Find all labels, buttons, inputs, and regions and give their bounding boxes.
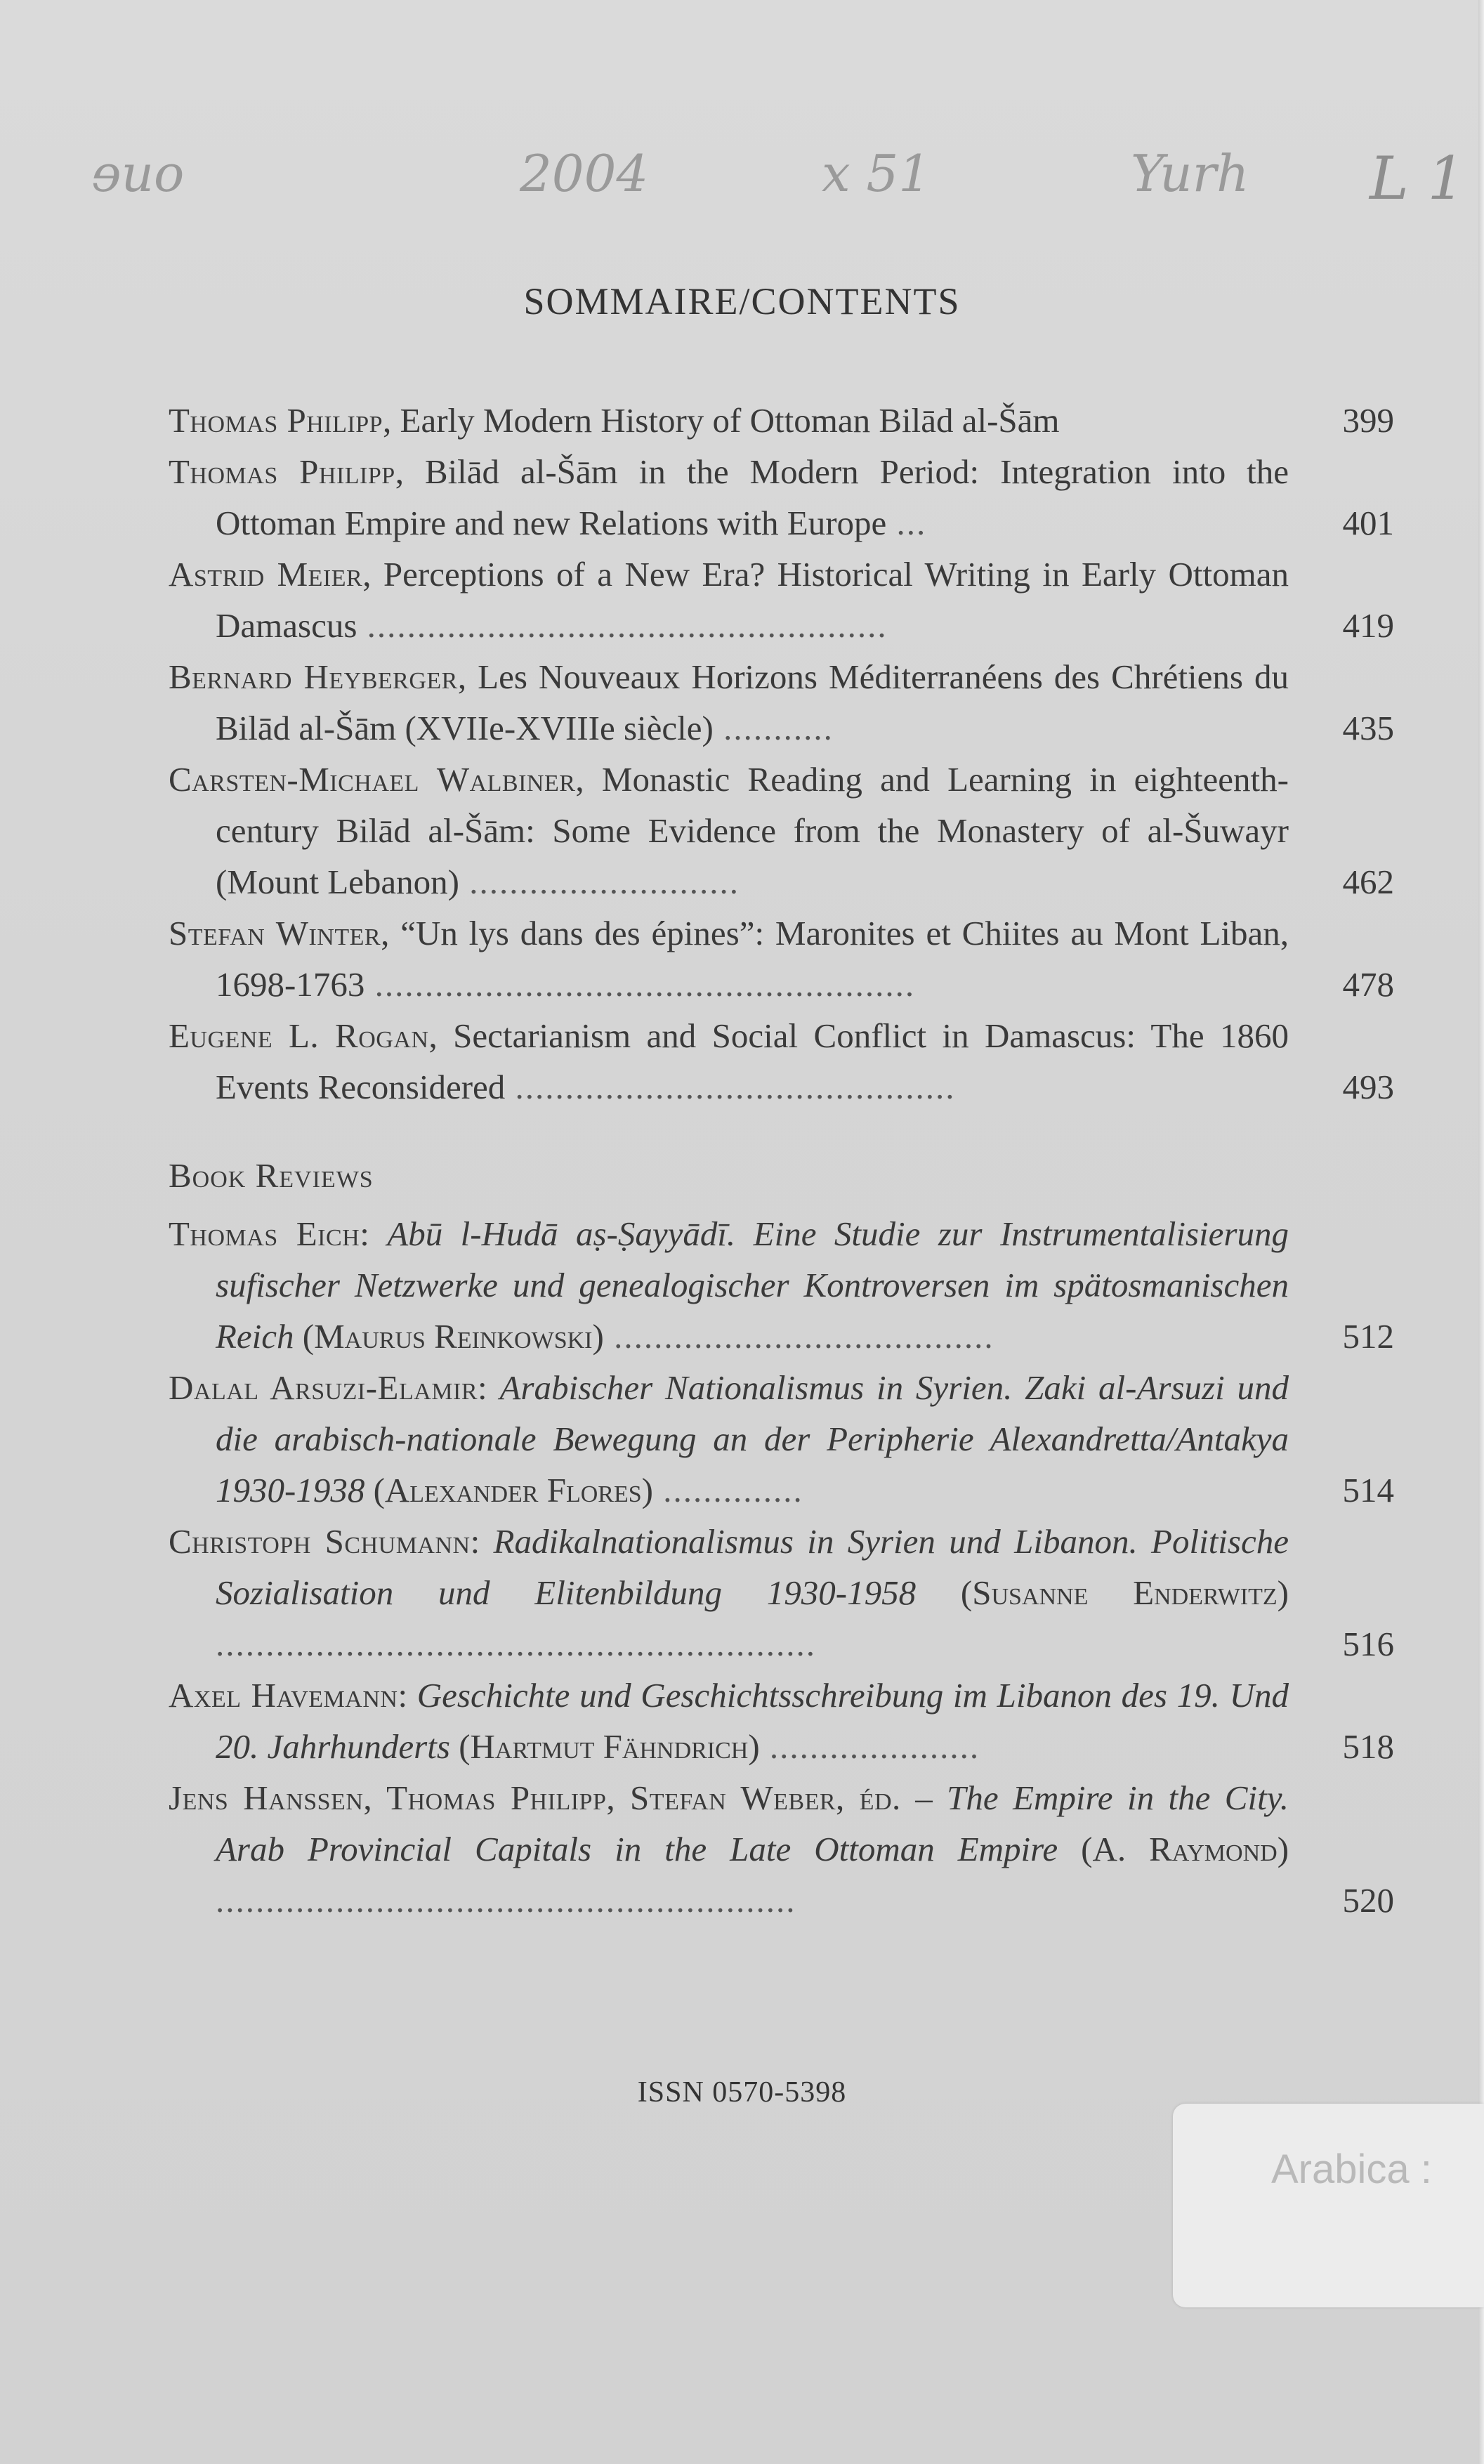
article-entry: Eugene L. Rogan, Sectarianism and Social Conflict in Damascus: The 1860 Events Reconsidered ............................................ 493 (169, 1010, 1394, 1113)
handwriting-mark-2: 2004 (520, 144, 649, 203)
article-title: Les Nouveaux Horizons Méditerranéens des Chrétiens du Bilād al-Šām (XVIIe-XVIIIe siècle) (216, 657, 1289, 747)
article-title: Early Modern History of Ottoman Bilād al-Šām (400, 401, 1060, 440)
review-author: Dalal Arsuzi-Elamir (169, 1368, 478, 1407)
review-work-title: Radikalnationalismus in Syrien und Libanon. Politische Sozialisation und Elitenbildung 1930-1958 (216, 1522, 1289, 1612)
article-title: Monastic Reading and Learning in eighteenth-century Bilād al-Šām: Some Evidence from the Monastery of al-Šuwayr (Mount Lebanon) (216, 760, 1289, 901)
dot-leader: .......................................................... (216, 1881, 796, 1920)
handwriting-mark-1: ɘuo (91, 144, 185, 203)
handwriting-mark-3: x 51 (822, 144, 931, 203)
review-author: Thomas Eich (169, 1214, 360, 1253)
handwritten-annotation (0, 144, 1484, 221)
dot-leader: ............................................................ (216, 1625, 816, 1663)
article-author: Thomas Philipp (169, 452, 395, 491)
dot-leader: ...................................................... (365, 965, 916, 1004)
label-text: Arabica : (1271, 2147, 1432, 2192)
review-page: 512 (1342, 1317, 1394, 1356)
review-reviewer: (Hartmut Fähndrich) (459, 1727, 760, 1766)
dot-leader: ............................................ (505, 1068, 956, 1106)
article-title: Sectarianism and Social Conflict in Damascus: The 1860 Events Reconsidered (216, 1016, 1289, 1106)
articles-list (169, 395, 1394, 1113)
review-entry: Dalal Arsuzi-Elamir: Arabischer Nationalismus in Syrien. Zaki al-Arsuzi und die arabisch-nationale Bewegung an der Peripherie Alexandretta/Antakya 1930-1938 (Alexander Flores) .............. 514 (169, 1362, 1394, 1516)
dot-leader: ..................... (759, 1727, 980, 1766)
article-page: 493 (1342, 1068, 1394, 1106)
review-work-title: Abū l-Hudā aṣ-Ṣayyādī. Eine Studie zur Instrumentalisierung sufischer Netzwerke und genealogischer Kontroversen im spätosmanischen Reich (216, 1214, 1289, 1356)
page-title: SOMMAIRE/CONTENTS (523, 280, 961, 322)
review-entry: Christoph Schumann: Radikalnationalismus in Syrien und Libanon. Politische Sozialisation und Elitenbildung 1930-1958 (Susanne Enderwitz) ............................................................ 516 (169, 1516, 1394, 1670)
article-entry: Stefan Winter, “Un lys dans des épines”: Maronites et Chiites au Mont Liban, 1698-1763 ...................................................... 478 (169, 907, 1394, 1010)
dot-leader: ........... (713, 709, 834, 747)
dot-leader: ........................... (459, 863, 740, 901)
review-page: 518 (1342, 1727, 1394, 1766)
reviews-list (169, 1208, 1394, 1926)
review-reviewer: (A. Raymond) (1081, 1830, 1289, 1868)
review-work-title: Geschichte und Geschichtsschreibung im Libanon des 19. Und 20. Jahrhunderts (216, 1676, 1289, 1766)
article-page: 462 (1342, 863, 1394, 901)
handwriting-mark-4: Yurh (1131, 144, 1249, 203)
review-page: 514 (1342, 1471, 1394, 1509)
article-author: Carsten-Michael Walbiner (169, 760, 576, 799)
article-page: 478 (1342, 965, 1394, 1004)
review-work-title: Arabischer Nationalismus in Syrien. Zaki al-Arsuzi und die arabisch-nationale Bewegung an der Peripherie Alexandretta/Antakya 1930-1938 (216, 1368, 1289, 1509)
review-author: Christoph Schumann (169, 1522, 471, 1561)
dot-leader: .................................................... (357, 606, 888, 645)
review-reviewer: (Susanne Enderwitz) (960, 1573, 1289, 1612)
dot-leader: .............. (652, 1471, 803, 1509)
article-page: 435 (1342, 709, 1394, 747)
review-reviewer: (Alexander Flores) (373, 1471, 653, 1509)
review-work-title: The Empire in the City. Arab Provincial Capitals in the Late Ottoman Empire (216, 1778, 1289, 1868)
article-entry: Thomas Philipp, Bilād al-Šām in the Modern Period: Integration into the Ottoman Empire and new Relations with Europe ... 401 (169, 446, 1394, 549)
review-dash: – (900, 1778, 947, 1817)
article-title: Bilād al-Šām in the Modern Period: Integration into the Ottoman Empire and new Relations with Europe (216, 452, 1289, 542)
article-page: 419 (1342, 606, 1394, 645)
article-title: Perceptions of a New Era? Historical Writing in Early Ottoman Damascus (216, 555, 1289, 645)
handwriting-mark-5: L 1 (1370, 144, 1465, 213)
article-author: Thomas Philipp (169, 401, 383, 440)
article-author: Stefan Winter (169, 914, 381, 952)
review-entry (169, 1772, 1394, 1926)
review-entry: Axel Havemann: Geschichte und Geschichtsschreibung im Libanon des 19. Und 20. Jahrhunderts (Hartmut Fähndrich) ..................... 518 (169, 1670, 1394, 1772)
article-title: “Un lys dans des épines”: Maronites et Chiites au Mont Liban, 1698-1763 (216, 914, 1289, 1004)
review-reviewer: (Maurus Reinkowski) (302, 1317, 604, 1356)
library-label-sticker (1173, 2104, 1484, 2307)
article-page: 399 (1342, 401, 1394, 440)
article-entry: Thomas Philipp, Early Modern History of Ottoman Bilād al-Šām 399 (169, 395, 1394, 446)
dot-leader: ...................................... (603, 1317, 994, 1356)
article-author: Eugene L. Rogan (169, 1016, 429, 1055)
article-entry: Carsten-Michael Walbiner, Monastic Reading and Learning in eighteenth-century Bilād al-Šām: Some Evidence from the Monastery of al-Šuwayr (Mount Lebanon) ........................... 462 (169, 754, 1394, 907)
review-page: 520 (1342, 1881, 1394, 1920)
review-author: Axel Havemann (169, 1676, 398, 1715)
article-author: Bernard Heyberger (169, 657, 458, 696)
article-entry: Bernard Heyberger, Les Nouveaux Horizons Méditerranéens des Chrétiens du Bilād al-Šām (XVIIe-XVIIIe siècle) ........... 435 (169, 651, 1394, 754)
article-page: 401 (1342, 504, 1394, 542)
article-author: Astrid Meier (169, 555, 363, 594)
review-entry: Thomas Eich: Abū l-Hudā aṣ-Ṣayyādī. Eine Studie zur Instrumentalisierung sufischer Netzwerke und genealogischer Kontroversen im spätosmanischen Reich (Maurus Reinkowski) ...................................... 512 (169, 1208, 1394, 1362)
book-reviews-heading: Book Reviews (169, 1156, 374, 1195)
review-page: 516 (1342, 1625, 1394, 1663)
dot-leader: ... (886, 504, 927, 542)
issn-number: ISSN 0570-5398 (637, 2076, 847, 2109)
article-entry: Astrid Meier, Perceptions of a New Era? Historical Writing in Early Ottoman Damascus .................................................... 419 (169, 549, 1394, 651)
review-author: Jens Hanssen, Thomas Philipp, Stefan Weber, éd. (169, 1778, 901, 1817)
